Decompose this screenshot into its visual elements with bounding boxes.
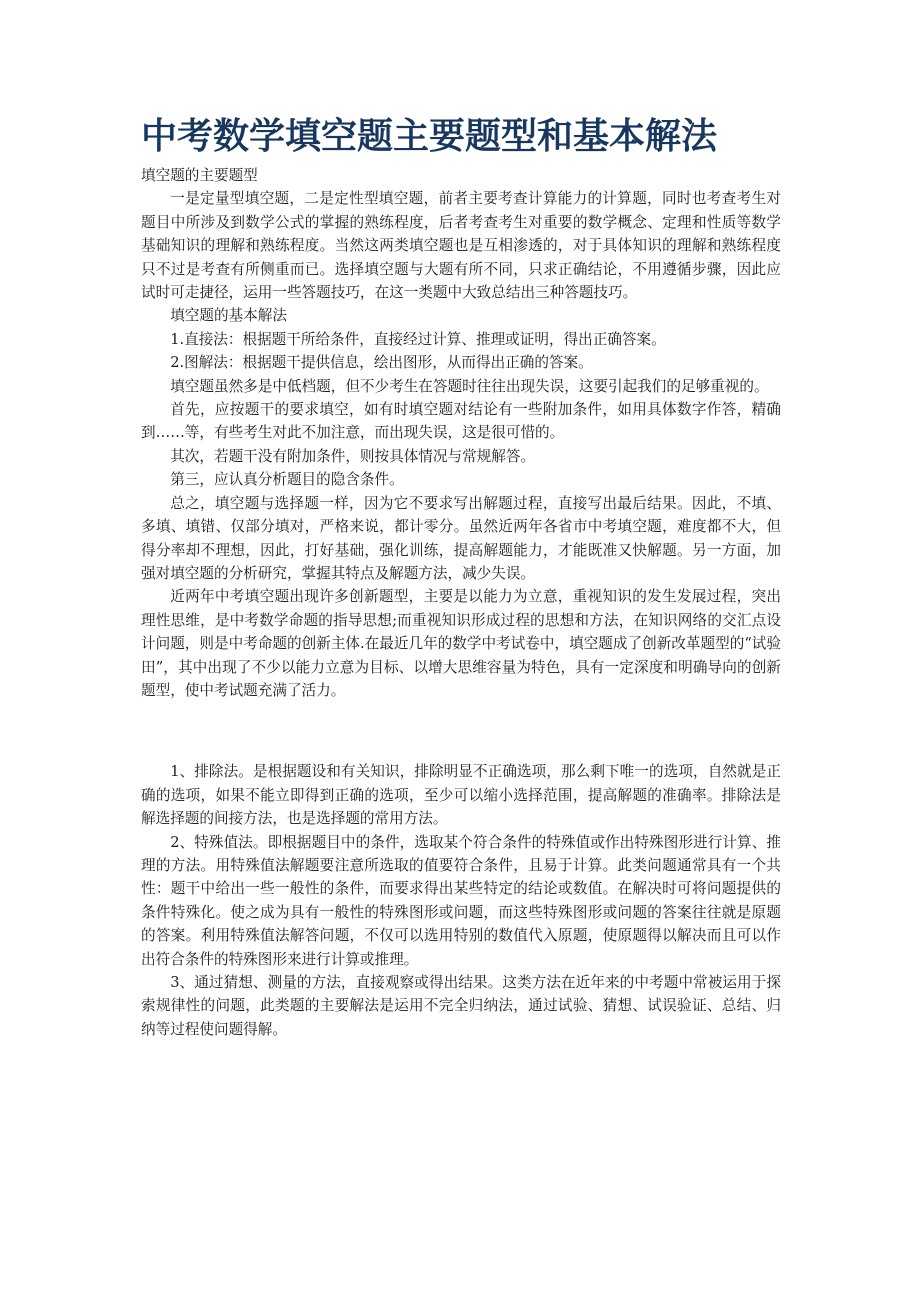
paragraph: 近两年中考填空题出现许多创新题型，主要是以能力为立意，重视知识的发生发展过程，突出理性思维，是中考数学命题的指导思想;而重视知识形成过程的思想和方法，在知识网络的交汇点设计问题，则是中考命题的创新主体.在最近几年的数学中考试卷中，填空题成了创新改革题型的“试验田”，其中出现了不少以能力立意为目标、以增大思维容量为特色，具有一定深度和明确导向的创新题型，使中考试题充满了活力。 xyxy=(141,588,781,699)
document-page xyxy=(141,112,781,1041)
paragraph: 其次，若题干没有附加条件，则按具体情况与常规解答。 xyxy=(170,447,536,465)
section-bottom xyxy=(141,760,781,1041)
section-spacer xyxy=(141,702,781,760)
paragraph: 1.直接法：根据题干所给条件，直接经过计算、推理或证明，得出正确答案。 xyxy=(170,330,666,348)
paragraph: 1、排除法。是根据题设和有关知识，排除明显不正确选项，那么剩下唯一的选项，自然就是正确的选项，如果不能立即得到正确的选项，至少可以缩小选择范围，提高解题的准确率。排除法是解选择题的间接方法，也是选择题的常用方法。 xyxy=(141,763,781,828)
section-top xyxy=(141,164,781,702)
paragraph: 填空题的基本解法 xyxy=(170,307,287,325)
paragraph: 填空题虽然多是中低档题，但不少考生在答题时往往出现失误，这要引起我们的足够重视的。 xyxy=(170,377,769,395)
paragraph: 2、特殊值法。即根据题目中的条件，选取某个符合条件的特殊值或作出特殊图形进行计算、推理的方法。用特殊值法解题要注意所选取的值要符合条件，且易于计算。此类问题通常具有一个共性：题干中给出一些一般性的条件，而要求得出某些特定的结论或数值。在解决时可将问题提供的条件特殊化。使之成为具有一般性的特殊图形或问题，而这些特殊图形或问题的答案往往就是原题的答案。利用特殊值法解答问题，不仅可以选用特别的数值代入原题，使原题得以解决而且可以作出符合条件的特殊图形来进行计算或推理。 xyxy=(141,833,781,968)
paragraph: 3、通过猜想、测量的方法，直接观察或得出结果。这类方法在近年来的中考题中常被运用于探索规律性的问题，此类题的主要解法是运用不完全归纳法，通过试验、猜想、试误验证、总结、归纳等过程使问题得解。 xyxy=(141,974,781,1038)
paragraph: 第三，应认真分析题目的隐含条件。 xyxy=(170,471,404,489)
paragraph: 填空题的主要题型 xyxy=(141,167,258,184)
document-title: 中考数学填空题主要题型和基本解法 xyxy=(141,116,718,157)
paragraph: 首先，应按题干的要求填空，如有时填空题对结论有一些附加条件，如用具体数字作答，精确到……等，有些考生对此不加注意，而出现失误，这是很可惜的。 xyxy=(141,401,781,442)
paragraph: 一是定量型填空题，二是定性型填空题，前者主要考查计算能力的计算题，同时也考查考生对题目中所涉及到数学公式的掌握的熟练程度，后者考查考生对重要的数学概念、定理和性质等数学基础知识的理解和熟练程度。当然这两类填空题也是互相渗透的，对于具体知识的理解和熟练程度只不过是考查有所侧重而已。选择填空题与大题有所不同，只求正确结论，不用遵循步骤，因此应试时可走捷径，运用一些答题技巧，在这一类题中大致总结出三种答题技巧。 xyxy=(141,190,781,302)
paragraph: 2.图解法：根据题干提供信息，绘出图形，从而得出正确的答案。 xyxy=(170,354,593,372)
paragraph: 总之，填空题与选择题一样，因为它不要求写出解题过程，直接写出最后结果。因此，不填、多填、填错、仅部分填对，严格来说，都计零分。虽然近两年各省市中考填空题，难度都不大，但得分率却不理想，因此，打好基础，强化训练，提高解题能力，才能既准又快解题。另一方面，加强对填空题的分析研究，掌握其特点及解题方法，减少失误。 xyxy=(141,494,781,582)
